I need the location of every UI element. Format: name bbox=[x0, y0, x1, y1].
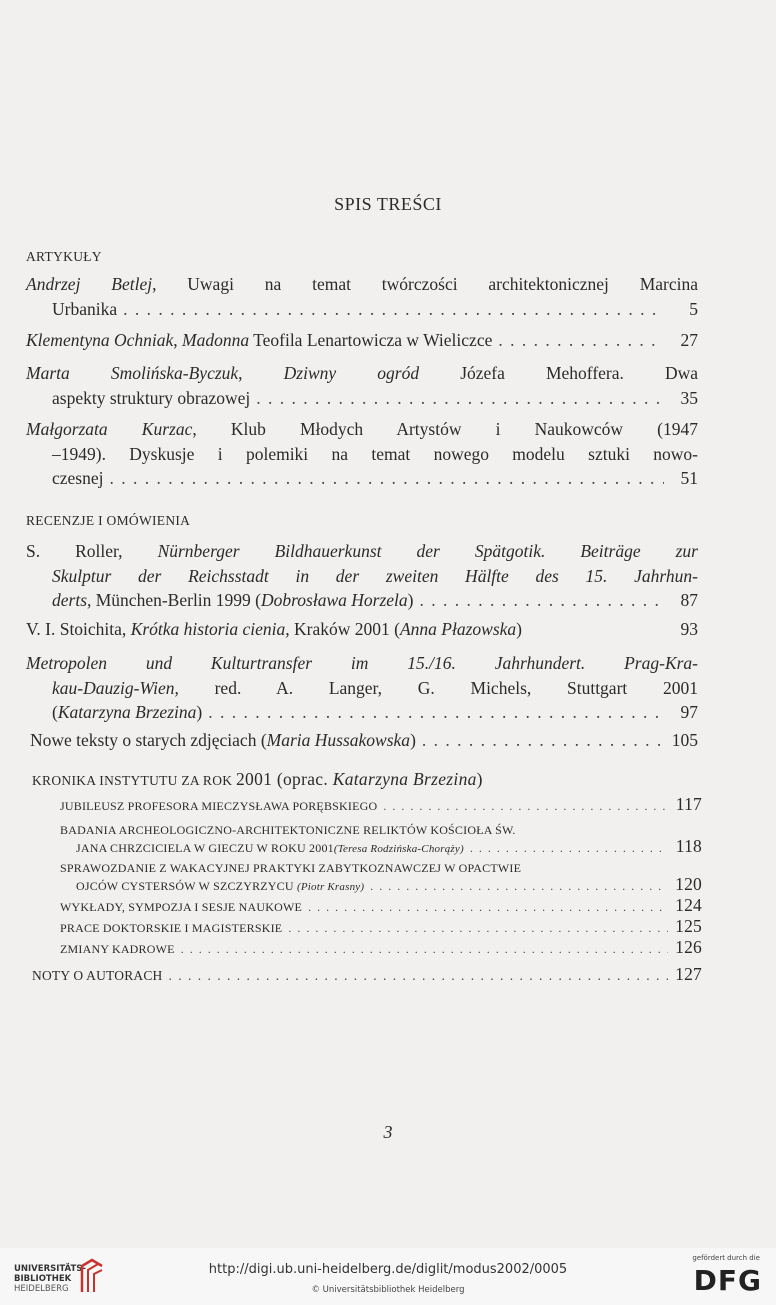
author: V. I. Stoichita, bbox=[26, 619, 127, 639]
chronicle-item-title: PRACE DOKTORSKIE I MAGISTERSKIE bbox=[60, 921, 283, 935]
reviewer: Maria Hussakowska bbox=[266, 730, 411, 750]
chronicle-item[interactable] bbox=[60, 822, 702, 857]
page-ref: 120 bbox=[675, 874, 702, 894]
toc-entry[interactable] bbox=[30, 728, 698, 753]
toc-entry[interactable]: Andrzej Betlej, Uwagi na temat twórczości architektonicznej Marcina Urbanika . . . 5 bbox=[26, 272, 698, 321]
page-ref: 118 bbox=[675, 836, 702, 856]
entry-publication: München-Berlin 1999 ( bbox=[95, 590, 261, 610]
uni-line-1: UNIVERSITÄTS- bbox=[14, 1264, 86, 1274]
paren: ( bbox=[52, 702, 58, 722]
entry-title: Józefa Mehoffera. Dwa bbox=[460, 363, 699, 383]
chronicle-item-title: JUBILEUSZ PROFESORA MIECZYSŁAWA PORĘBSKIEGO bbox=[60, 799, 378, 813]
entry-title: Teofila Lenartowicza w Wieliczce bbox=[253, 330, 493, 350]
chronicle-item-title: WYKŁADY, SYMPOZJA I SESJE NAUKOWE bbox=[60, 900, 303, 914]
page-ref: 27 bbox=[680, 330, 698, 350]
entry-title-cont: aspekty struktury obrazowej bbox=[52, 387, 251, 408]
page-ref: 125 bbox=[675, 916, 702, 936]
entry-title-italic: derts, bbox=[52, 590, 92, 610]
uni-line-3: HEIDELBERG bbox=[14, 1284, 69, 1294]
toc-entry[interactable] bbox=[26, 651, 698, 725]
entry-title-italic: Dziwny ogród bbox=[283, 363, 420, 383]
entry-title-cont: czesnej bbox=[52, 468, 104, 488]
chronicle-heading-b: (oprac. bbox=[272, 769, 333, 789]
footer-bar bbox=[0, 1248, 776, 1305]
page-ref: 51 bbox=[680, 468, 698, 488]
chronicle-item[interactable] bbox=[60, 860, 702, 895]
section-chronicle bbox=[32, 769, 483, 790]
entry-title-italic: kau-Dauzig-Wien, bbox=[52, 677, 179, 698]
toc-entry[interactable]: Małgorzata Kurzac, Klub Młodych Artystów i Naukowców (1947 –1949). Dyskusje i polemiki na temat nowego modelu sztuki nowo- czesnej . . . 51 bbox=[26, 417, 698, 491]
chronicle-item-author: (Piotr Krasny) bbox=[296, 881, 365, 893]
page-ref: 87 bbox=[680, 590, 698, 610]
page-ref: 5 bbox=[689, 298, 698, 319]
funding-note: gefördert durch die bbox=[692, 1254, 760, 1262]
uni-line-2: BIBLIOTHEK bbox=[14, 1274, 72, 1284]
entry-title-italic: Krótka historia cienia, bbox=[130, 619, 290, 639]
chronicle-heading: KRONIKA INSTYTUTU ZA ROK bbox=[32, 773, 236, 788]
entry-title-italic: Madonna bbox=[182, 330, 250, 350]
chronicle-item-title: ZMIANY KADROWE bbox=[60, 942, 175, 956]
section-reviews: RECENZJE I OMÓWIENIA bbox=[26, 513, 191, 528]
toc-entry[interactable]: Klementyna Ochniak, Madonna Teofila Lenartowicza w Wieliczce . . . 27 bbox=[26, 328, 698, 353]
author: Małgorzata Kurzac bbox=[26, 419, 193, 439]
entry-title-cont: –1949). Dyskusje i polemiki na temat nowego modelu sztuki nowo- bbox=[52, 443, 698, 464]
section-articles: ARTYKUŁY bbox=[26, 249, 102, 264]
author: S. Roller, bbox=[26, 541, 123, 561]
chronicle-item-title: BADANIA ARCHEOLOGICZNO-ARCHITEKTONICZNE RELIKTÓW KOŚCIOŁA ŚW. bbox=[60, 823, 516, 837]
page-ref: 127 bbox=[675, 964, 702, 984]
chronicle-item-title-cont: JANA CHRZCICIELA W GIECZU W ROKU 2001 bbox=[76, 841, 334, 855]
page-number: 3 bbox=[383, 1122, 393, 1142]
copyright: © Universitätsbibliothek Heidelberg bbox=[311, 1285, 465, 1295]
reviewer: Katarzyna Brzezina bbox=[57, 702, 197, 722]
author: Marta Smolińska-Byczuk bbox=[26, 363, 239, 383]
paren: ) bbox=[407, 590, 414, 610]
entry-title-italic: Nürnberger Bildhauerkunst der Spätgotik. Beiträge zur bbox=[157, 541, 698, 561]
chronicle-item-author: (Teresa Rodzińska-Chorąży) bbox=[333, 843, 464, 855]
toc-entry-notes[interactable] bbox=[32, 966, 702, 984]
source-url-link[interactable]: http://digi.ub.uni-heidelberg.de/diglit/modus2002/0005 bbox=[208, 1262, 568, 1277]
entry-title-italic: Skulptur der Reichsstadt in der zweiten Hälfte des 15. Jahrhun- bbox=[52, 565, 698, 586]
page-ref: 97 bbox=[680, 702, 698, 722]
chronicle-item-title: SPRAWOZDANIE Z WAKACYJNEJ PRAKTYKI ZABYTKOZNAWCZEJ W OPACTWIE bbox=[60, 861, 522, 875]
page-ref: 126 bbox=[675, 937, 702, 957]
page-ref: 105 bbox=[671, 730, 698, 750]
dfg-logo: DFG bbox=[693, 1264, 762, 1297]
chronicle-item[interactable] bbox=[60, 918, 702, 936]
paren: ) bbox=[516, 619, 522, 639]
paren: ) bbox=[196, 702, 203, 722]
chronicle-item[interactable] bbox=[60, 796, 702, 814]
entry-publication: Kraków 2001 ( bbox=[294, 619, 400, 639]
page-ref: 35 bbox=[680, 387, 698, 408]
paren: ) bbox=[476, 769, 483, 789]
entry-title: Uwagi na temat twórczości architektonicznej Marcina bbox=[187, 274, 699, 294]
toc-entry[interactable] bbox=[26, 539, 698, 613]
author: Klementyna Ochniak bbox=[26, 330, 174, 350]
chronicle-item-title-cont: OJCÓW CYSTERSÓW W SZCZYRZYCU bbox=[76, 879, 294, 893]
chronicle-item[interactable] bbox=[60, 939, 702, 957]
entry-title-cont: Urbanika bbox=[52, 298, 118, 319]
notes-label: NOTY O AUTORACH bbox=[32, 968, 163, 983]
author: Andrzej Betlej bbox=[26, 274, 153, 294]
entry-title: Klub Młodych Artystów i Naukowców (1947 bbox=[230, 419, 698, 439]
reviewer: Anna Płazowska bbox=[399, 619, 517, 639]
entry-publication: red. A. Langer, G. Michels, Stuttgart 2001 bbox=[214, 677, 698, 698]
chronicle-editor: Katarzyna Brzezina bbox=[332, 769, 477, 789]
chronicle-year: 2001 bbox=[236, 769, 273, 789]
entry-title: Nowe teksty o starych zdjęciach ( bbox=[30, 730, 267, 750]
chronicle-item[interactable] bbox=[60, 897, 702, 915]
reviewer: Dobrosława Horzela bbox=[261, 590, 408, 610]
toc-entry[interactable]: Marta Smolińska-Byczuk, Dziwny ogród Józefa Mehoffera. Dwa aspekty struktury obrazowej . . . 35 bbox=[26, 361, 698, 410]
page-title: SPIS TREŚCI bbox=[334, 194, 442, 214]
paren: ) bbox=[410, 730, 416, 750]
toc-entry[interactable] bbox=[26, 617, 698, 642]
page-ref: 93 bbox=[680, 619, 698, 639]
page-ref: 117 bbox=[675, 794, 702, 814]
page-ref: 124 bbox=[675, 895, 702, 915]
entry-title-italic: Metropolen und Kulturtransfer im 15./16. Jahrhundert. Prag-Kra- bbox=[26, 653, 698, 673]
